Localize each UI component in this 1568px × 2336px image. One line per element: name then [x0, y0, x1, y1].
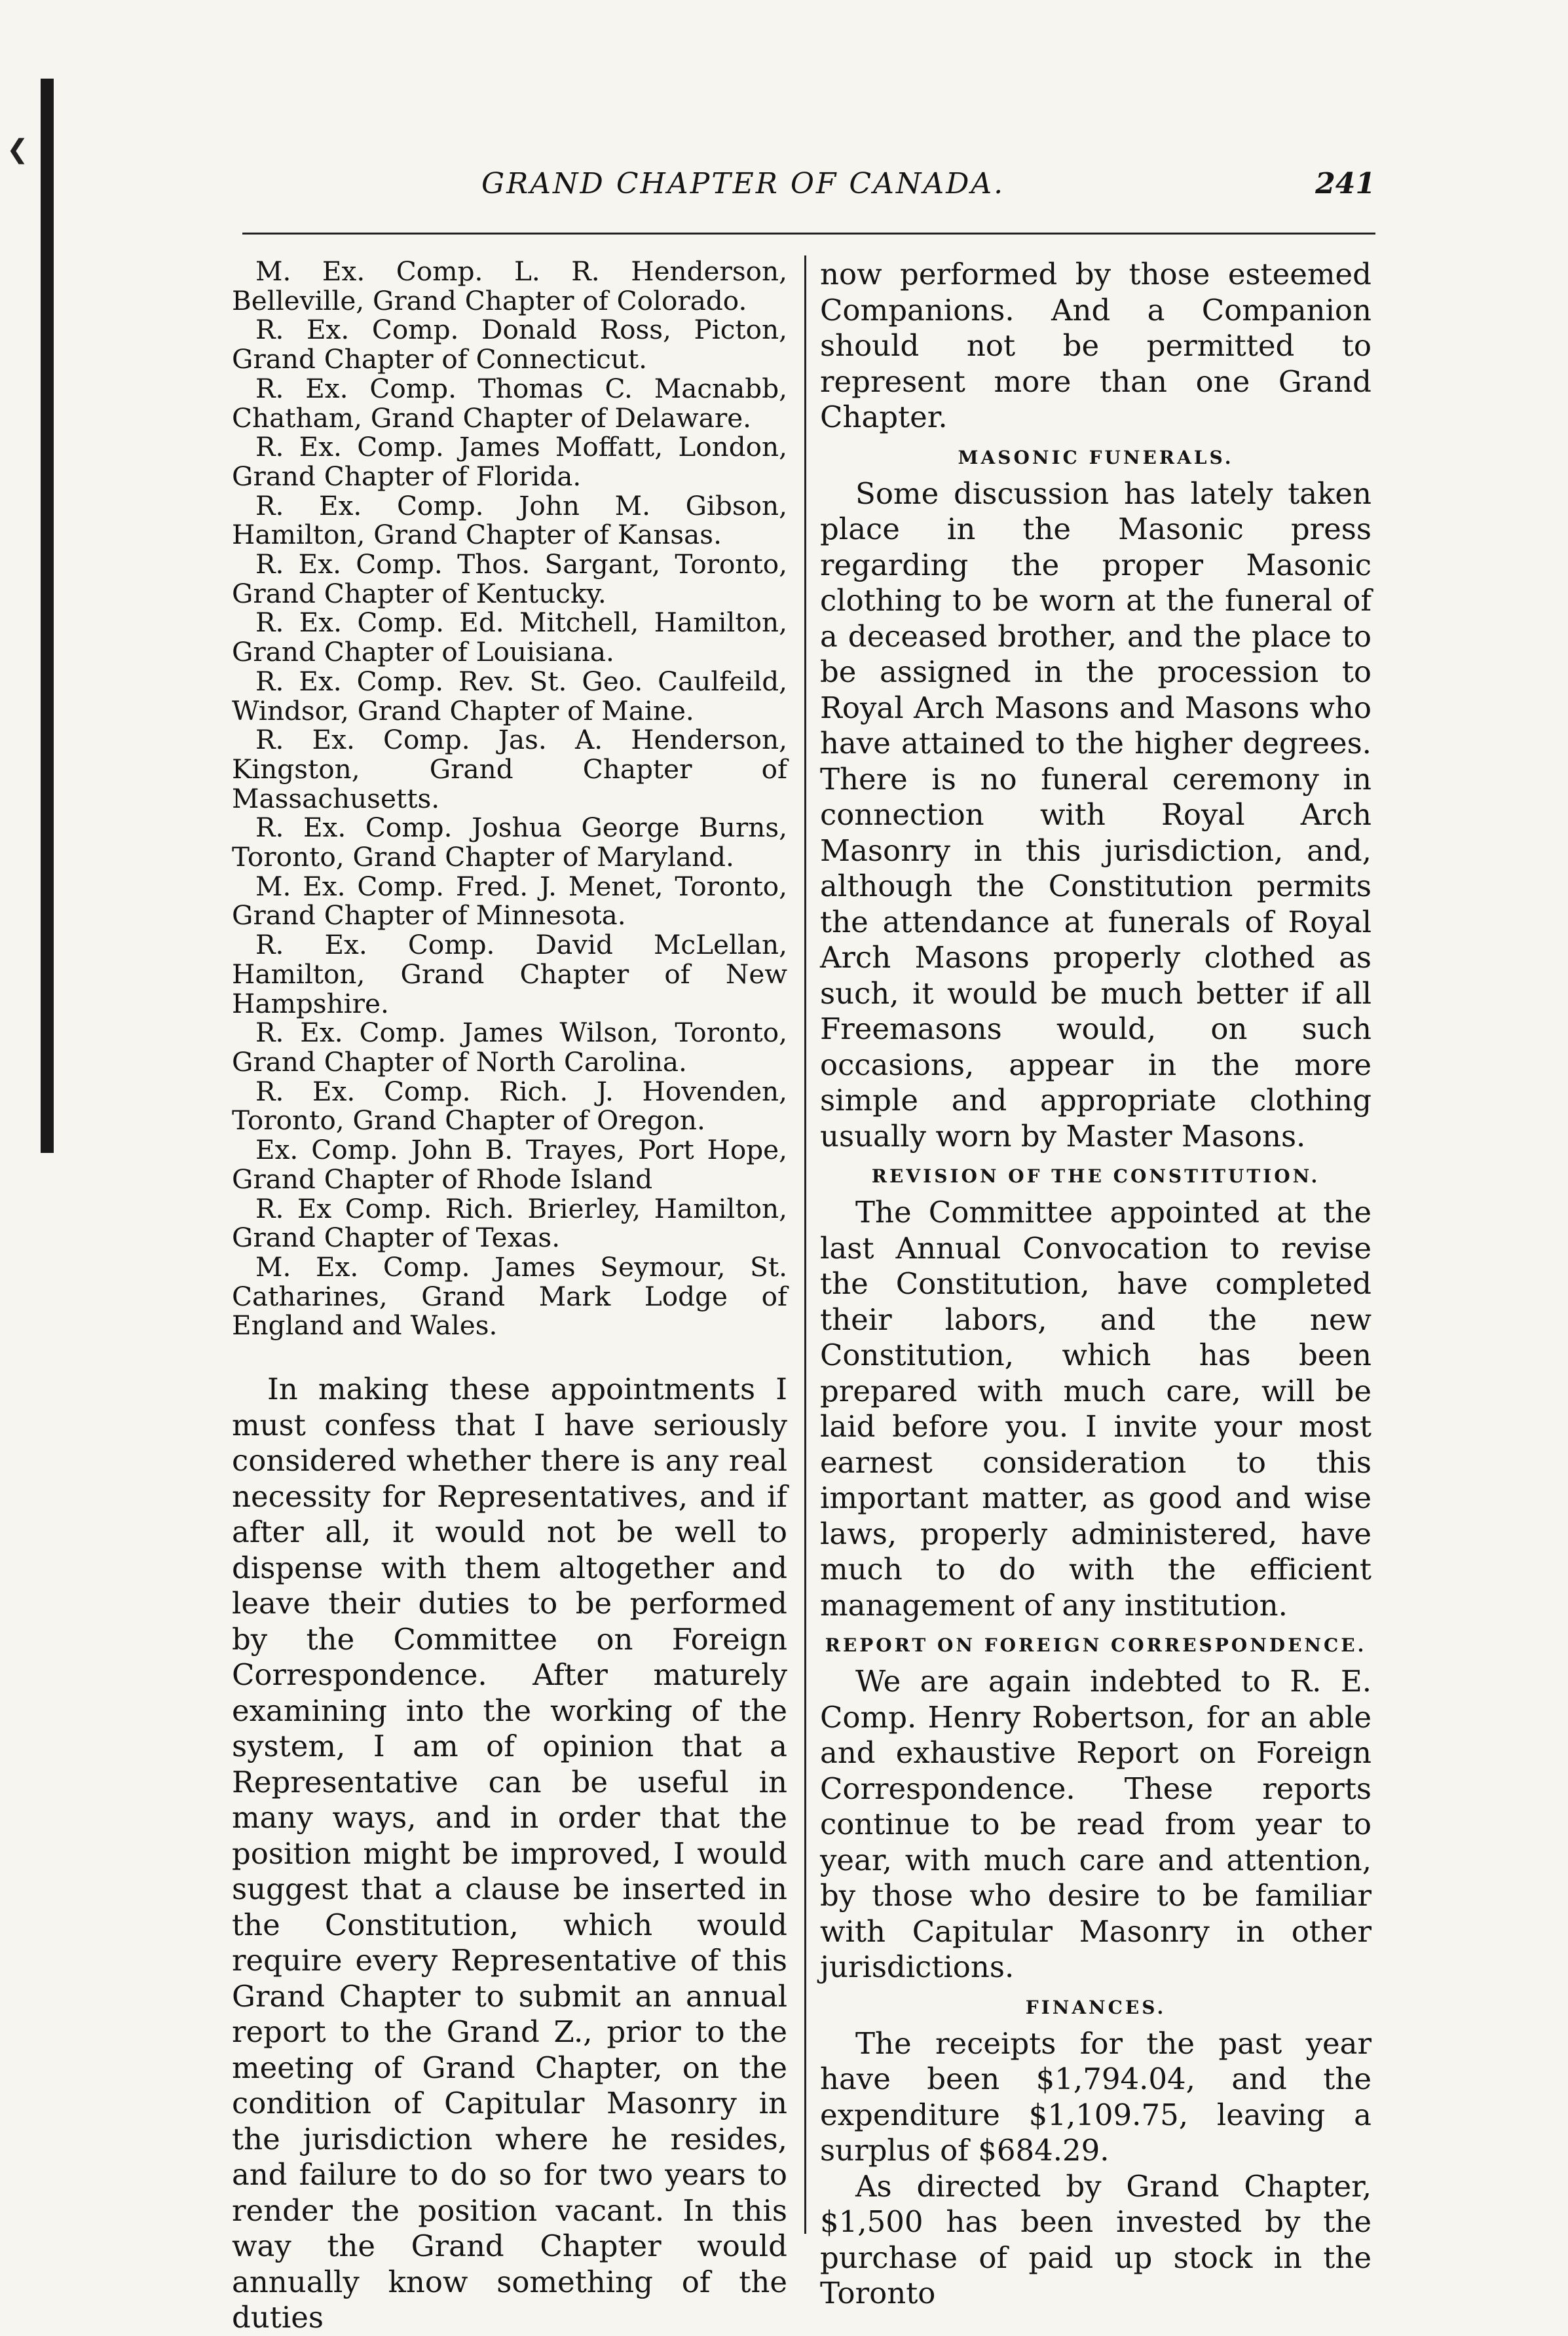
section-heading-funerals: MASONIC FUNERALS.: [958, 446, 1234, 468]
appointments-paragraph: In making these appointments I must confess that I have seriously considered whether there is any real necessity for Representatives, and if after all, it would not be well to dispense with them altogether and leave their duties to be performed by the Committee on Foreign Correspondence. After maturely examining into the working of the system, I am of opinion that a Representative can be useful in many ways, and in order that the position might be improved, I would suggest that a clause be inserted in the Constitution, which would require every Representative of this Grand Chapter to submit an annual report to the Grand Z., prior to the meeting of Grand Chapter, on the condition of Capitular Masonry in the jurisdiction where he resides, and failure to do so for two years to render the position vacant. In this way the Grand Chapter would annually know something of the duties: [232, 1372, 787, 2335]
representative-entry: Ex. Comp. John B. Trayes, Port Hope, Grand Chapter of Rhode Island: [232, 1134, 787, 1195]
margin-mark: ❮: [7, 134, 29, 164]
representative-entry: R. Ex. Comp. Joshua George Burns, Toronto, Grand Chapter of Maryland.: [232, 812, 787, 873]
section-heading-finances: FINANCES.: [1025, 1996, 1167, 2018]
finances-paragraph-1: The receipts for the past year have been $1,794.04, and the expenditure $1,109.75, leaving a surplus of $684.29.: [820, 2025, 1372, 2168]
running-title: GRAND CHAPTER OF CANADA.: [481, 167, 1005, 200]
representatives-list: [232, 257, 787, 1340]
representative-entry: R. Ex. Comp. James Wilson, Toronto, Grand Chapter of North Carolina.: [232, 1017, 787, 1078]
representative-entry: R. Ex. Comp. Jas. A. Henderson, Kingston, Grand Chapter of Massachusetts.: [232, 724, 787, 814]
revision-paragraph: The Committee appointed at the last Annual Convocation to revise the Constitution, have completed their labors, and the new Constitution, which has been prepared with much care, will be laid before you. I invite your most earnest consideration to this important matter, as good and wise laws, properly administered, have much to do with the efficient management of any institution.: [820, 1195, 1372, 1623]
header-rule: [242, 233, 1375, 235]
representative-entry: R. Ex. Comp. Ed. Mitchell, Hamilton, Grand Chapter of Louisiana.: [232, 607, 787, 668]
funerals-paragraph: Some discussion has lately taken place in the Masonic press regarding the proper Masonic clothing to be worn at the funeral of a deceased brother, and the place to be assigned in the procession to Royal Arch Masons and Masons who have attained to the higher degrees. There is no funeral ceremony in connection with Royal Arch Masonry in this jurisdiction, and, although the Constitution permits the attendance at funerals of Royal Arch Masons properly clothed as such, it would be much better if all Freemasons would, on such occasions, appear in the more simple and appropriate clothing usually worn by Master Masons.: [820, 476, 1372, 1154]
column-divider: [804, 255, 806, 2234]
section-heading-revision: REVISION OF THE CONSTITUTION.: [871, 1165, 1320, 1187]
representative-entry: R. Ex. Comp. Rich. J. Hovenden, Toronto, Grand Chapter of Oregon.: [232, 1075, 787, 1137]
representative-entry: R. Ex. Comp. James Moffatt, London, Grand Chapter of Florida.: [232, 431, 787, 492]
continuation-paragraph: now performed by those esteemed Companions. And a Companion should not be permitted to represent more than one Grand Chapter.: [820, 257, 1372, 434]
representative-entry: R. Ex. Comp. Thos. Sargant, Toronto, Grand Chapter of Kentucky.: [232, 548, 787, 609]
representative-entry: M. Ex. Comp. Fred. J. Menet, Toronto, Grand Chapter of Minnesota.: [232, 870, 787, 932]
representative-entry: M. Ex. Comp. James Seymour, St. Catharines, Grand Mark Lodge of England and Wales.: [232, 1251, 787, 1342]
representative-entry: R. Ex. Comp. John M. Gibson, Hamilton, Grand Chapter of Kansas.: [232, 489, 787, 551]
left-column: [232, 257, 787, 2336]
page-header: [242, 167, 1375, 219]
finances-paragraph-2: As directed by Grand Chapter, $1,500 has been invested by the purchase of paid up stock in the Toronto: [820, 2168, 1372, 2310]
representative-entry: R. Ex. Comp. Rev. St. Geo. Caulfeild, Windsor, Grand Chapter of Maine.: [232, 665, 787, 726]
representative-entry: R. Ex. Comp. David McLellan, Hamilton, Grand Chapter of New Hampshire.: [232, 929, 787, 1019]
right-column: [820, 257, 1372, 2312]
report-paragraph: We are again indebted to R. E. Comp. Henry Robertson, for an able and exhaustive Report on Foreign Correspondence. These reports continue to be read from year to year, with much care and attention, by those who desire to be familiar with Capitular Masonry in other jurisdictions.: [820, 1664, 1372, 1984]
page-binding-edge: [41, 79, 54, 1153]
representative-entry: R. Ex. Comp. Donald Ross, Picton, Grand Chapter of Connecticut.: [232, 314, 787, 375]
page-number: 241: [1315, 167, 1375, 200]
representative-entry: R. Ex. Comp. Thomas C. Macnabb, Chatham, Grand Chapter of Delaware.: [232, 372, 787, 434]
representative-entry: M. Ex. Comp. L. R. Henderson, Belleville, Grand Chapter of Colorado.: [232, 255, 787, 316]
representative-entry: R. Ex Comp. Rich. Brierley, Hamilton, Grand Chapter of Texas.: [232, 1192, 787, 1254]
section-heading-report: REPORT ON FOREIGN CORRESPONDENCE.: [825, 1634, 1367, 1656]
